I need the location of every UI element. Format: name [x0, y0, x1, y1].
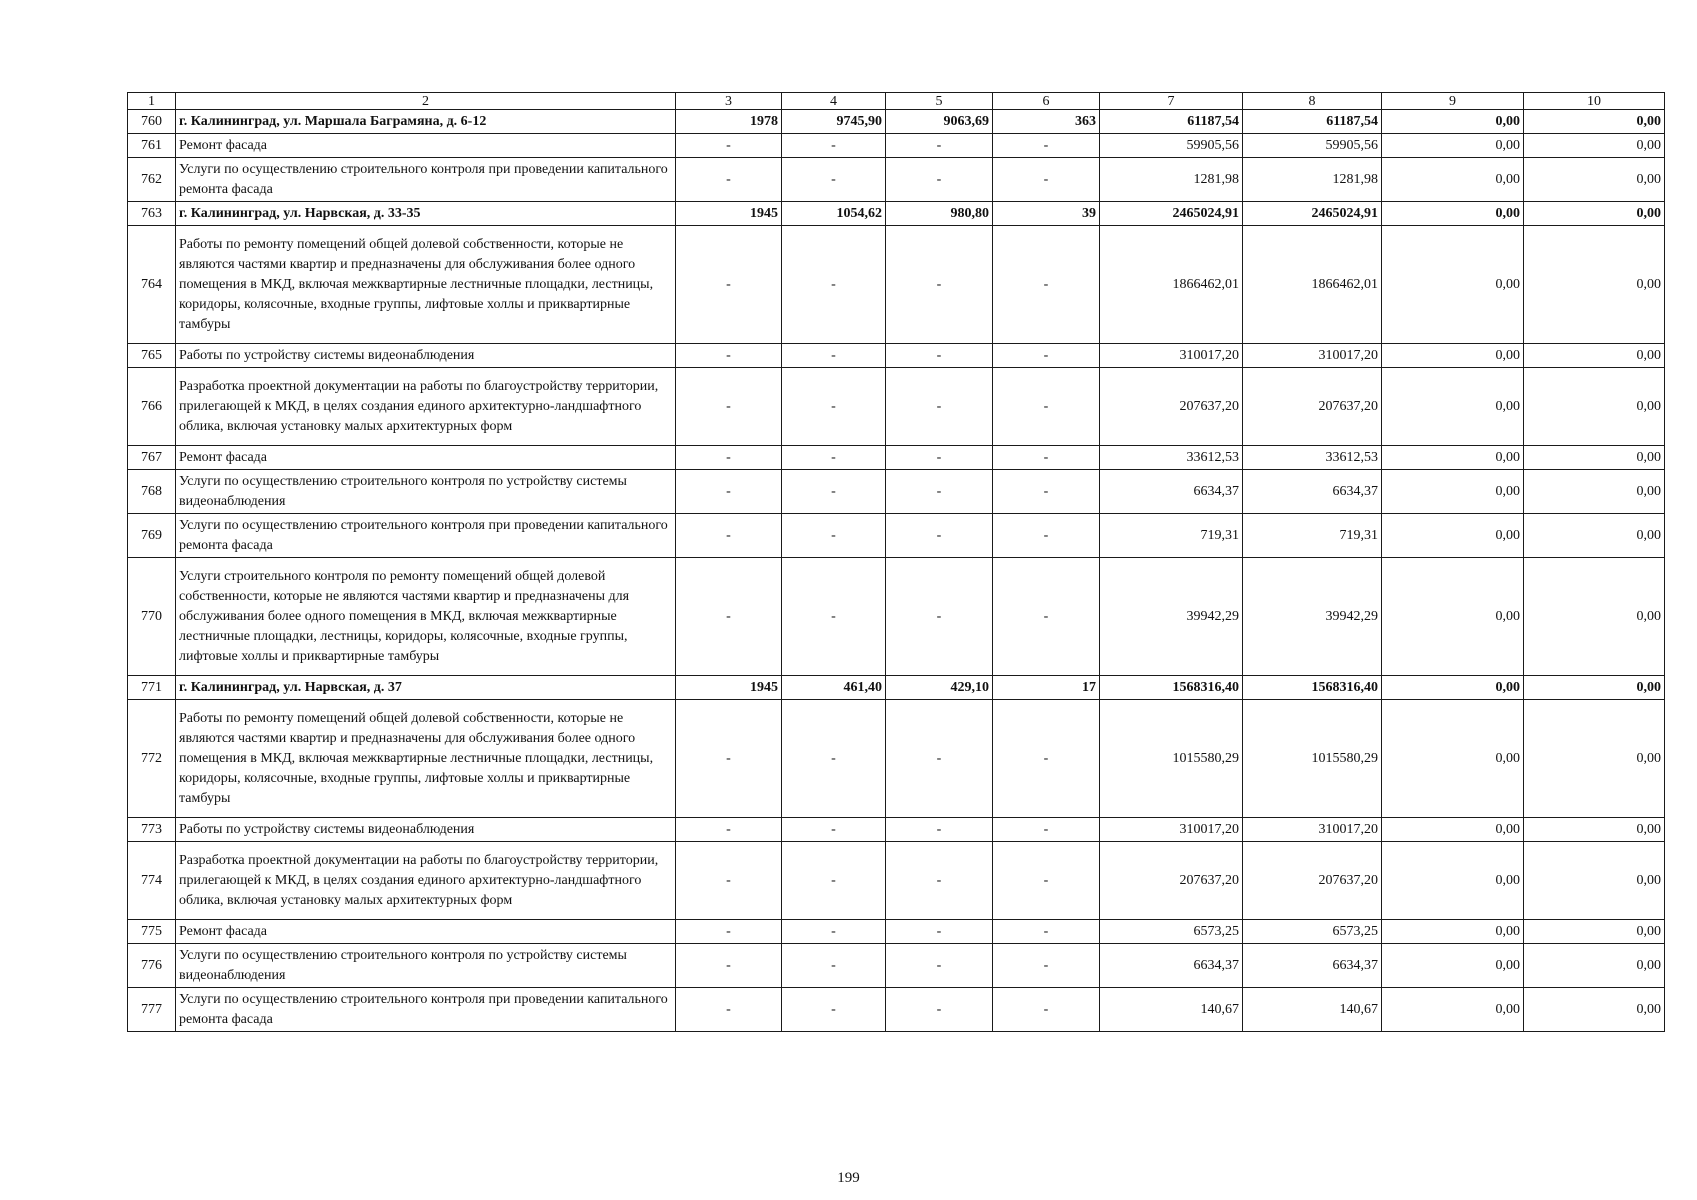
row-number-cell: 762 [128, 158, 176, 202]
work-row [128, 226, 1665, 344]
value-cell-8: 6634,37 [1243, 470, 1382, 514]
value-cell-8: 6573,25 [1243, 920, 1382, 944]
value-cell-6: - [993, 470, 1100, 514]
name-cell: Разработка проектной документации на работы по благоустройству территории, прилегающей к МКД, в целях создания единого архитектурно-ландшафтного облика, включая установку малых архитектурных форм [176, 842, 676, 920]
value-cell-5: - [886, 158, 993, 202]
value-cell-3: - [676, 446, 782, 470]
value-cell-8: 1568316,40 [1243, 676, 1382, 700]
name-cell: Работы по устройству системы видеонаблюдения [176, 818, 676, 842]
value-cell-10: 0,00 [1524, 676, 1665, 700]
row-number-cell: 773 [128, 818, 176, 842]
value-cell-8: 719,31 [1243, 514, 1382, 558]
row-number-cell: 765 [128, 344, 176, 368]
value-cell-3: 1945 [676, 202, 782, 226]
value-cell-3: - [676, 558, 782, 676]
value-cell-3: - [676, 158, 782, 202]
value-cell-8: 1015580,29 [1243, 700, 1382, 818]
value-cell-10: 0,00 [1524, 134, 1665, 158]
name-cell: Работы по ремонту помещений общей долевой собственности, которые не являются частями квартир и предназначены для обслуживания более одного помещения в МКД, включая межквартирные лестничные площадки, лестницы, коридоры, колясочные, входные группы, лифтовые холлы и приквартирные тамбуры [176, 700, 676, 818]
value-cell-10: 0,00 [1524, 700, 1665, 818]
value-cell-8: 207637,20 [1243, 368, 1382, 446]
work-row [128, 158, 1665, 202]
value-cell-8: 207637,20 [1243, 842, 1382, 920]
value-cell-5: - [886, 818, 993, 842]
value-cell-8: 310017,20 [1243, 344, 1382, 368]
value-cell-5: - [886, 920, 993, 944]
value-cell-7: 310017,20 [1100, 818, 1243, 842]
value-cell-3: 1945 [676, 676, 782, 700]
value-cell-4: - [782, 470, 886, 514]
value-cell-4: - [782, 158, 886, 202]
value-cell-9: 0,00 [1382, 110, 1524, 134]
value-cell-6: 363 [993, 110, 1100, 134]
value-cell-10: 0,00 [1524, 344, 1665, 368]
column-header-4: 4 [782, 93, 886, 110]
value-cell-7: 61187,54 [1100, 110, 1243, 134]
value-cell-4: - [782, 944, 886, 988]
value-cell-5: 9063,69 [886, 110, 993, 134]
value-cell-10: 0,00 [1524, 158, 1665, 202]
value-cell-3: - [676, 988, 782, 1032]
value-cell-9: 0,00 [1382, 344, 1524, 368]
value-cell-5: - [886, 988, 993, 1032]
value-cell-9: 0,00 [1382, 226, 1524, 344]
value-cell-7: 207637,20 [1100, 368, 1243, 446]
value-cell-5: - [886, 558, 993, 676]
value-cell-7: 1015580,29 [1100, 700, 1243, 818]
value-cell-6: - [993, 514, 1100, 558]
value-cell-4: 461,40 [782, 676, 886, 700]
value-cell-4: - [782, 446, 886, 470]
value-cell-7: 1568316,40 [1100, 676, 1243, 700]
value-cell-6: 39 [993, 202, 1100, 226]
value-cell-6: - [993, 134, 1100, 158]
value-cell-3: - [676, 226, 782, 344]
value-cell-9: 0,00 [1382, 134, 1524, 158]
value-cell-7: 310017,20 [1100, 344, 1243, 368]
value-cell-7: 719,31 [1100, 514, 1243, 558]
value-cell-9: 0,00 [1382, 676, 1524, 700]
value-cell-5: - [886, 446, 993, 470]
value-cell-3: 1978 [676, 110, 782, 134]
name-cell: Услуги по осуществлению строительного контроля по устройству системы видеонаблюдения [176, 944, 676, 988]
value-cell-7: 207637,20 [1100, 842, 1243, 920]
value-cell-7: 33612,53 [1100, 446, 1243, 470]
value-cell-4: - [782, 514, 886, 558]
value-cell-9: 0,00 [1382, 920, 1524, 944]
value-cell-5: 429,10 [886, 676, 993, 700]
row-number-cell: 774 [128, 842, 176, 920]
value-cell-10: 0,00 [1524, 110, 1665, 134]
value-cell-6: - [993, 920, 1100, 944]
name-cell: Ремонт фасада [176, 920, 676, 944]
value-cell-4: - [782, 368, 886, 446]
value-cell-8: 33612,53 [1243, 446, 1382, 470]
value-cell-10: 0,00 [1524, 558, 1665, 676]
value-cell-6: - [993, 818, 1100, 842]
row-number-cell: 760 [128, 110, 176, 134]
value-cell-6: - [993, 158, 1100, 202]
name-cell: Ремонт фасада [176, 134, 676, 158]
value-cell-7: 59905,56 [1100, 134, 1243, 158]
value-cell-5: - [886, 842, 993, 920]
row-number-cell: 767 [128, 446, 176, 470]
value-cell-9: 0,00 [1382, 944, 1524, 988]
name-cell: Ремонт фасада [176, 446, 676, 470]
name-cell: Работы по ремонту помещений общей долевой собственности, которые не являются частями квартир и предназначены для обслуживания более одного помещения в МКД, включая межквартирные лестничные площадки, лестницы, коридоры, колясочные, входные группы, лифтовые холлы и приквартирные тамбуры [176, 226, 676, 344]
value-cell-4: - [782, 700, 886, 818]
value-cell-4: 9745,90 [782, 110, 886, 134]
value-cell-6: 17 [993, 676, 1100, 700]
table-body [128, 93, 1665, 1032]
column-header-6: 6 [993, 93, 1100, 110]
value-cell-3: - [676, 842, 782, 920]
column-header-1: 1 [128, 93, 176, 110]
row-number-cell: 776 [128, 944, 176, 988]
value-cell-10: 0,00 [1524, 842, 1665, 920]
value-cell-5: - [886, 700, 993, 818]
work-row [128, 558, 1665, 676]
work-row [128, 344, 1665, 368]
value-cell-9: 0,00 [1382, 470, 1524, 514]
value-cell-5: - [886, 514, 993, 558]
value-cell-8: 61187,54 [1243, 110, 1382, 134]
row-number-cell: 772 [128, 700, 176, 818]
column-number-header-row [128, 93, 1665, 110]
row-number-cell: 766 [128, 368, 176, 446]
value-cell-6: - [993, 988, 1100, 1032]
row-number-cell: 761 [128, 134, 176, 158]
value-cell-3: - [676, 944, 782, 988]
value-cell-9: 0,00 [1382, 368, 1524, 446]
address-row [128, 676, 1665, 700]
work-row [128, 920, 1665, 944]
name-cell: г. Калининград, ул. Нарвская, д. 33-35 [176, 202, 676, 226]
value-cell-6: - [993, 700, 1100, 818]
row-number-cell: 771 [128, 676, 176, 700]
value-cell-10: 0,00 [1524, 514, 1665, 558]
value-cell-8: 310017,20 [1243, 818, 1382, 842]
value-cell-5: - [886, 134, 993, 158]
value-cell-4: - [782, 558, 886, 676]
column-header-8: 8 [1243, 93, 1382, 110]
work-row [128, 368, 1665, 446]
value-cell-8: 1866462,01 [1243, 226, 1382, 344]
column-header-9: 9 [1382, 93, 1524, 110]
row-number-cell: 768 [128, 470, 176, 514]
value-cell-7: 6573,25 [1100, 920, 1243, 944]
work-row [128, 700, 1665, 818]
value-cell-9: 0,00 [1382, 202, 1524, 226]
value-cell-4: - [782, 344, 886, 368]
value-cell-4: - [782, 818, 886, 842]
value-cell-5: - [886, 470, 993, 514]
work-row [128, 944, 1665, 988]
name-cell: Услуги по осуществлению строительного контроля при проведении капитального ремонта фасада [176, 514, 676, 558]
value-cell-9: 0,00 [1382, 818, 1524, 842]
value-cell-5: - [886, 226, 993, 344]
value-cell-4: - [782, 988, 886, 1032]
value-cell-10: 0,00 [1524, 202, 1665, 226]
work-row [128, 134, 1665, 158]
value-cell-9: 0,00 [1382, 514, 1524, 558]
value-cell-5: 980,80 [886, 202, 993, 226]
value-cell-6: - [993, 368, 1100, 446]
value-cell-3: - [676, 134, 782, 158]
value-cell-10: 0,00 [1524, 368, 1665, 446]
row-number-cell: 764 [128, 226, 176, 344]
value-cell-4: - [782, 134, 886, 158]
name-cell: Услуги по осуществлению строительного контроля при проведении капитального ремонта фасада [176, 988, 676, 1032]
column-header-2: 2 [176, 93, 676, 110]
name-cell: г. Калининград, ул. Маршала Баграмяна, д. 6-12 [176, 110, 676, 134]
value-cell-9: 0,00 [1382, 700, 1524, 818]
value-cell-8: 59905,56 [1243, 134, 1382, 158]
value-cell-10: 0,00 [1524, 944, 1665, 988]
name-cell: Услуги строительного контроля по ремонту помещений общей долевой собственности, которые не являются частями квартир и предназначены для обслуживания более одного помещения в МКД, включая межквартирные лестничные площадки, лестницы, коридоры, колясочные, входные группы, лифтовые холлы и приквартирные тамбуры [176, 558, 676, 676]
value-cell-8: 2465024,91 [1243, 202, 1382, 226]
row-number-cell: 769 [128, 514, 176, 558]
value-cell-4: - [782, 920, 886, 944]
value-cell-6: - [993, 344, 1100, 368]
address-row [128, 202, 1665, 226]
name-cell: Услуги по осуществлению строительного контроля при проведении капитального ремонта фасада [176, 158, 676, 202]
value-cell-10: 0,00 [1524, 226, 1665, 344]
value-cell-6: - [993, 558, 1100, 676]
value-cell-8: 39942,29 [1243, 558, 1382, 676]
value-cell-7: 39942,29 [1100, 558, 1243, 676]
name-cell: Разработка проектной документации на работы по благоустройству территории, прилегающей к МКД, в целях создания единого архитектурно-ландшафтного облика, включая установку малых архитектурных форм [176, 368, 676, 446]
work-row [128, 514, 1665, 558]
row-number-cell: 777 [128, 988, 176, 1032]
value-cell-9: 0,00 [1382, 558, 1524, 676]
value-cell-8: 140,67 [1243, 988, 1382, 1032]
row-number-cell: 770 [128, 558, 176, 676]
value-cell-7: 6634,37 [1100, 470, 1243, 514]
name-cell: г. Калининград, ул. Нарвская, д. 37 [176, 676, 676, 700]
value-cell-8: 6634,37 [1243, 944, 1382, 988]
value-cell-7: 6634,37 [1100, 944, 1243, 988]
value-cell-10: 0,00 [1524, 818, 1665, 842]
value-cell-6: - [993, 944, 1100, 988]
value-cell-3: - [676, 818, 782, 842]
address-row [128, 110, 1665, 134]
work-row [128, 446, 1665, 470]
value-cell-8: 1281,98 [1243, 158, 1382, 202]
name-cell: Услуги по осуществлению строительного контроля по устройству системы видеонаблюдения [176, 470, 676, 514]
value-cell-7: 1866462,01 [1100, 226, 1243, 344]
row-number-cell: 763 [128, 202, 176, 226]
value-cell-3: - [676, 514, 782, 558]
value-cell-5: - [886, 368, 993, 446]
column-header-3: 3 [676, 93, 782, 110]
value-cell-6: - [993, 842, 1100, 920]
column-header-7: 7 [1100, 93, 1243, 110]
value-cell-10: 0,00 [1524, 446, 1665, 470]
work-row [128, 818, 1665, 842]
value-cell-7: 140,67 [1100, 988, 1243, 1032]
work-row [128, 842, 1665, 920]
value-cell-3: - [676, 470, 782, 514]
value-cell-3: - [676, 344, 782, 368]
value-cell-4: - [782, 842, 886, 920]
value-cell-4: 1054,62 [782, 202, 886, 226]
value-cell-7: 1281,98 [1100, 158, 1243, 202]
value-cell-7: 2465024,91 [1100, 202, 1243, 226]
value-cell-9: 0,00 [1382, 988, 1524, 1032]
value-cell-10: 0,00 [1524, 988, 1665, 1032]
row-number-cell: 775 [128, 920, 176, 944]
value-cell-10: 0,00 [1524, 470, 1665, 514]
value-cell-10: 0,00 [1524, 920, 1665, 944]
value-cell-3: - [676, 700, 782, 818]
value-cell-9: 0,00 [1382, 158, 1524, 202]
value-cell-5: - [886, 344, 993, 368]
value-cell-9: 0,00 [1382, 842, 1524, 920]
column-header-10: 10 [1524, 93, 1665, 110]
value-cell-5: - [886, 944, 993, 988]
value-cell-9: 0,00 [1382, 446, 1524, 470]
value-cell-3: - [676, 368, 782, 446]
work-row [128, 470, 1665, 514]
page-number: 199 [837, 1170, 860, 1186]
value-cell-6: - [993, 226, 1100, 344]
repair-program-table [127, 92, 1665, 1032]
column-header-5: 5 [886, 93, 993, 110]
name-cell: Работы по устройству системы видеонаблюдения [176, 344, 676, 368]
work-row [128, 988, 1665, 1032]
value-cell-4: - [782, 226, 886, 344]
value-cell-3: - [676, 920, 782, 944]
value-cell-6: - [993, 446, 1100, 470]
